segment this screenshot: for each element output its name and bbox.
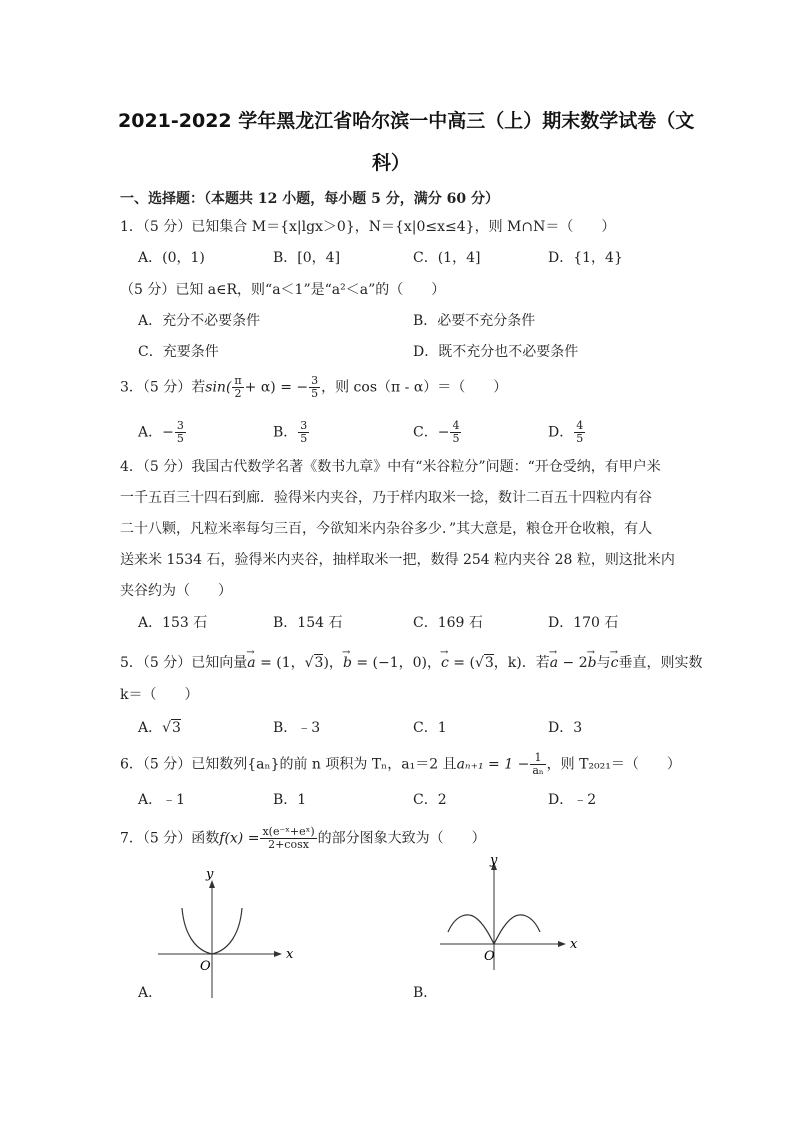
q3-fraction [309, 375, 320, 400]
q3-frac-den: 2 [234, 387, 242, 400]
question-1-score: （5 分） [142, 219, 192, 235]
q2-option-c: C．充要条件 [138, 344, 219, 360]
q7-suffix: 的部分图象大致为（ ） [317, 830, 486, 847]
q5-eq-a-end: )， [323, 655, 343, 671]
q1-option-b: B．[0，4] [273, 250, 341, 266]
question-3 [120, 375, 507, 400]
q3-frac-num2: 3 [311, 374, 319, 387]
q1-option-a: A．(0，1) [138, 250, 205, 266]
q3-option-a-frac [175, 420, 186, 445]
q5-option-b: B．﹣3 [273, 720, 321, 736]
vector-a-2: → a [550, 653, 558, 673]
question-4-line-1: 4．（5 分）我国古代数学名著《数书九章》中有“米谷粒分”问题：“开仓受纳，有甲户米 [120, 459, 661, 475]
q6-option-d: D．﹣2 [548, 792, 597, 808]
q5-eq-c: = ( [448, 655, 475, 671]
vector-c-2: → c [611, 653, 619, 673]
frac-num: 3 [176, 419, 184, 432]
q3-option-c-frac [450, 420, 461, 445]
q2-option-b: B．必要不充分条件 [413, 313, 536, 329]
vector-b-2: → b [588, 653, 597, 673]
q3-frac-num: π [234, 374, 242, 387]
graph-b-origin-label: O [484, 949, 495, 964]
q6-suffix: ，则 T₂₀₂₁＝（ ） [546, 756, 681, 773]
q3-option-d-label: D． [548, 424, 574, 441]
q5-sqrt3-c: 3 [484, 655, 494, 671]
q5-option-a-label: A． [138, 720, 163, 736]
question-1 [120, 217, 615, 237]
frac-num: 4 [576, 419, 584, 432]
q3-suffix: ，则 cos（π - α）＝（ ） [321, 379, 508, 396]
question-2: （5 分）已知 a∈R，则“a＜1”是“a²＜a”的（ ） [120, 282, 446, 298]
question-5: 5．（5 分）已知向量→ a = (1，√3)，→ b = (−1，0)，→ c = (√3，k)．若→ a − 2→ b与→ c垂直，则实数 [120, 653, 702, 673]
q7-frac-den: 2+cosx [268, 838, 309, 851]
q3-option-b [273, 420, 310, 445]
q1-option-c: C．(1，4] [413, 250, 481, 266]
q3-option-c-label: C．− [413, 424, 450, 441]
frac-den: 5 [176, 432, 184, 445]
q3-prefix: 3．（5 分）若 [120, 379, 206, 396]
q5-option-c: C．1 [413, 720, 447, 736]
q6-frac-den: aₙ [532, 764, 544, 777]
graph-b-x-label: x [570, 937, 578, 952]
vector-c: → c [441, 653, 449, 673]
q2-option-d: D．既不充分也不必要条件 [413, 344, 579, 360]
graph-a-y-label: y [206, 867, 214, 882]
q6-option-c: C．2 [413, 792, 447, 808]
question-1-text: 已知集合 M＝{x|lgx＞0}，N＝{x|0≤x≤4}，则 M∩N＝（ ） [191, 219, 616, 235]
q5-sqrt3: 3 [314, 655, 324, 671]
q3-option-d [548, 420, 586, 445]
vector-b: → b [343, 653, 352, 673]
q7-option-a-label: A． [138, 985, 163, 1001]
q3-option-a [138, 420, 187, 445]
question-4-line-4: 送来米 1534 石，验得米内夹谷，抽样取米一把，数得 254 粒内夹谷 28 粒，则这批米内 [120, 552, 675, 568]
question-4-line-3: 二十八颗，凡粒米率每匀三百，今欲知米内杂谷多少．”其大意是，粮仓开仓收粮，有人 [120, 521, 653, 537]
q7-fx: f(x) = [219, 830, 260, 847]
q5-option-a: A．√3 [138, 720, 181, 736]
q5-minus-2: − 2 [558, 655, 588, 671]
page-title-continued: 科） [372, 152, 411, 174]
q6-frac-num: 1 [530, 752, 545, 765]
question-7 [120, 826, 486, 851]
q3-equation: + α) = − [244, 379, 309, 396]
q7-frac-num: x(e⁻ˣ+eˣ) [262, 825, 315, 838]
q4-option-c: C．169 石 [413, 615, 483, 631]
frac-num: 4 [452, 419, 460, 432]
frac-den: 5 [576, 432, 584, 445]
q7-option-b-label: B． [413, 985, 438, 1001]
q5-eq-a: = (1， [255, 655, 305, 671]
graph-a-origin-label: O [200, 959, 211, 974]
q3-option-b-label: B． [273, 424, 298, 441]
q5-prefix: 5．（5 分）已知向量 [120, 655, 248, 671]
section-header: 一、选择题：（本题共 12 小题，每小题 5 分，满分 60 分） [120, 191, 499, 207]
frac-den: 5 [300, 432, 308, 445]
q3-frac-den2: 5 [311, 387, 319, 400]
vector-a: → a [247, 653, 255, 673]
graph-b-x-arrow [558, 941, 566, 947]
q6-recurrence: aₙ₊₁ = 1 − [456, 756, 530, 773]
question-5-line-2: k＝（ ） [120, 687, 199, 703]
q6-option-b: B．1 [273, 792, 307, 808]
q5-with: 与 [596, 655, 611, 671]
page-title: 2021-2022 学年黑龙江省哈尔滨一中高三（上）期末数学试卷（文 [118, 110, 695, 132]
q4-option-b: B．154 石 [273, 615, 343, 631]
q5-perp: 垂直，则实数 [618, 655, 703, 671]
q5-eq-c-end: ，k)．若 [493, 655, 550, 671]
q3-option-c [413, 420, 462, 445]
q5-option-d: D．3 [548, 720, 583, 736]
q3-sin: sin( [205, 379, 232, 396]
graph-a-x-arrow [274, 951, 282, 957]
q4-option-a: A．153 石 [138, 615, 208, 631]
q6-option-a: A．﹣1 [138, 792, 186, 808]
q6-fraction [530, 752, 545, 777]
question-1-number: 1． [120, 219, 143, 235]
q7-graph-a [150, 862, 300, 1002]
q2-option-a: A．充分不必要条件 [138, 313, 261, 329]
question-4-line-2: 一千五百三十四石到廊．验得米内夹谷，乃于样内取米一捻，数计二百五十四粒内有谷 [120, 490, 652, 506]
q5-option-a-sqrt: 3 [172, 720, 181, 736]
q7-fraction [260, 826, 316, 851]
graph-b-y-label: y [490, 853, 498, 868]
question-6 [120, 752, 681, 777]
q3-pi-over-2 [232, 375, 243, 400]
q1-option-d: D．{1，4} [548, 250, 623, 266]
q7-graph-b [432, 852, 582, 982]
q6-prefix: 6．（5 分）已知数列{aₙ}的前 n 项积为 Tₙ，a₁＝2 且 [120, 756, 457, 773]
frac-num: 3 [300, 419, 308, 432]
graph-a-x-label: x [286, 947, 294, 962]
q5-eq-b: = (−1，0)， [351, 655, 442, 671]
q4-option-d: D．170 石 [548, 615, 619, 631]
q7-prefix: 7．（5 分）函数 [120, 830, 220, 847]
q3-option-b-frac [298, 420, 309, 445]
frac-den: 5 [452, 432, 460, 445]
q3-option-a-label: A．− [138, 424, 174, 441]
q3-option-d-frac [574, 420, 585, 445]
question-4-line-5: 夹谷约为（ ） [120, 583, 232, 599]
